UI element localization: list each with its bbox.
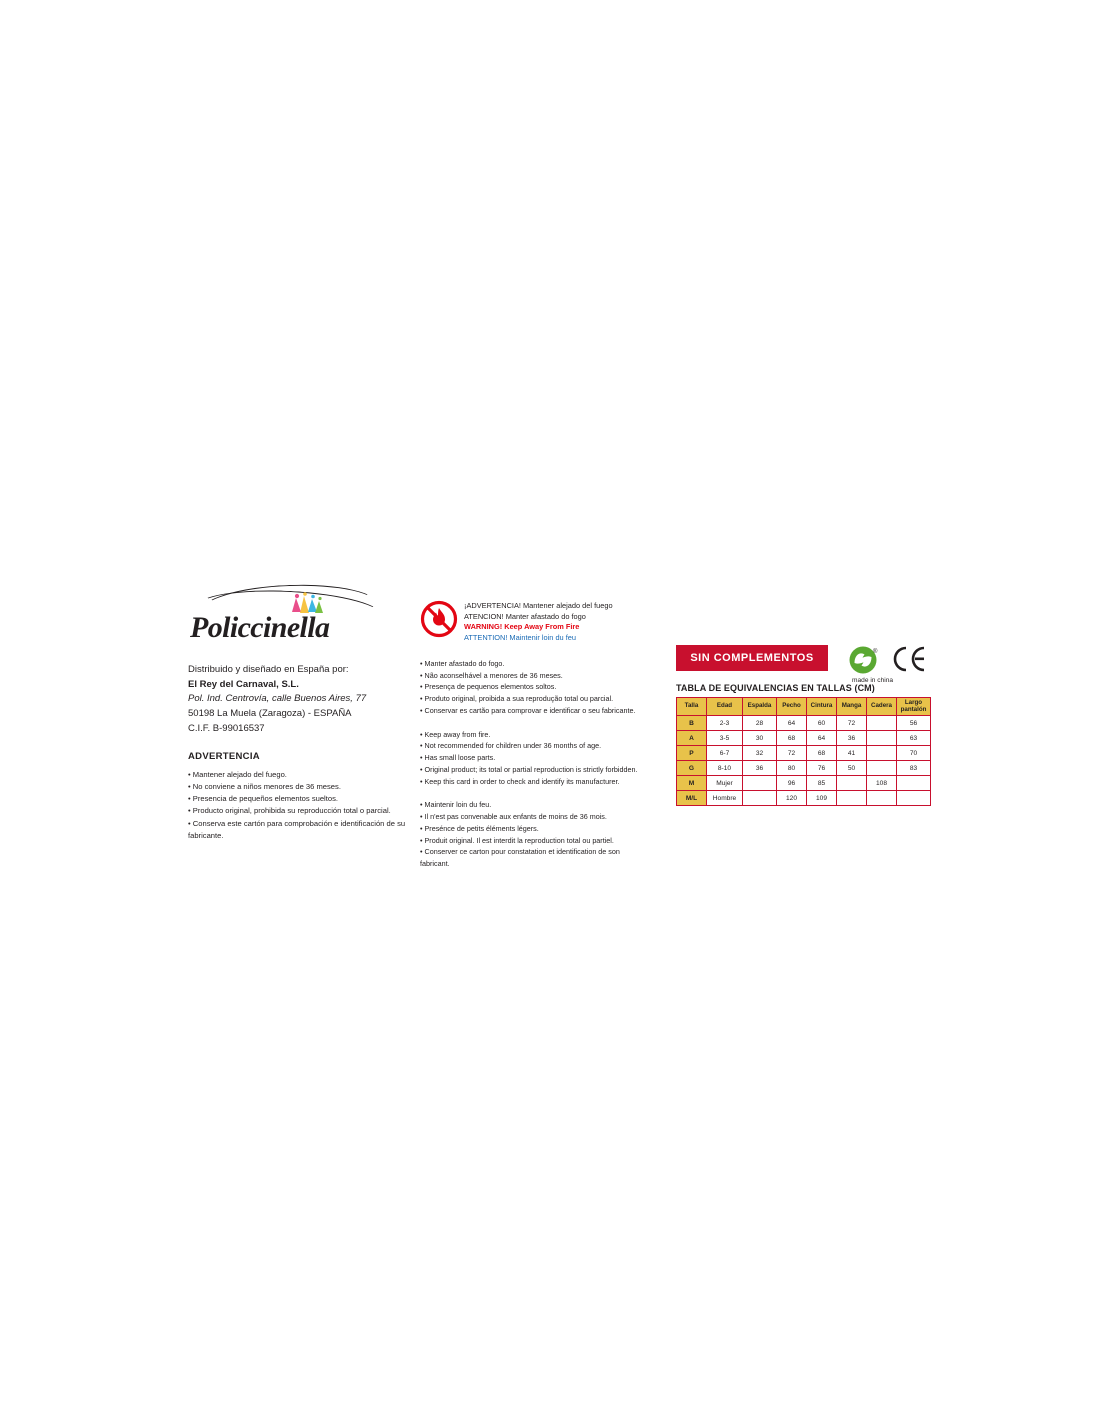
- cell: [837, 776, 867, 791]
- column-header: Pecho: [777, 698, 807, 716]
- table-header-row: [677, 698, 931, 716]
- cell: 30: [743, 731, 777, 746]
- column-header: Talla: [677, 698, 707, 716]
- cell: [837, 791, 867, 806]
- column-header: Largo pantalón: [897, 698, 931, 716]
- list-item: • Mantener alejado del fuego.: [188, 769, 287, 779]
- list-item: • Produit original. Il est interdit la reproduction total ou partiel.: [420, 835, 614, 845]
- size-table-title: TABLA DE EQUIVALENCIAS EN TALLAS (CM): [676, 683, 875, 693]
- headline-fr: ATTENTION! Maintenir loin du feu: [464, 632, 576, 642]
- table-row: [677, 761, 931, 776]
- cell: [867, 746, 897, 761]
- table-row: [677, 716, 931, 731]
- cell: 83: [897, 761, 931, 776]
- column-header: Cadera: [867, 698, 897, 716]
- cell: 109: [807, 791, 837, 806]
- cell-size: M/L: [677, 791, 707, 806]
- cell: 56: [897, 716, 931, 731]
- table-row: [677, 791, 931, 806]
- cell-size: B: [677, 716, 707, 731]
- made-in-label: made in china: [852, 677, 894, 684]
- list-item: • Has small loose parts.: [420, 753, 496, 763]
- list-item: • Original product; its total or partial reproduction is strictly forbidden.: [420, 764, 638, 774]
- no-accessories-banner: SIN COMPLEMENTOS: [676, 645, 828, 671]
- distributed-by-label: Distribuido y diseñado en España por:: [188, 664, 349, 675]
- multilingual-warning-block: [420, 600, 650, 870]
- column-header: Cintura: [807, 698, 837, 716]
- table-row: [677, 746, 931, 761]
- list-item: • Produto original, proibida a sua reprodução total ou parcial.: [420, 694, 614, 704]
- list-item: • Conserver ce carton pour constatation et identification de son fabricant.: [420, 847, 620, 869]
- list-item: • Não aconselhável a menores de 36 meses.: [420, 670, 563, 680]
- brand-and-warning-block: [188, 585, 438, 842]
- cell: 64: [807, 731, 837, 746]
- cell: 36: [837, 731, 867, 746]
- cell: [867, 791, 897, 806]
- cell: 72: [837, 716, 867, 731]
- address-line-1: Pol. Ind. Centrovía, calle Buenos Aires, 77: [188, 693, 367, 705]
- portuguese-warning-list: [420, 658, 650, 717]
- green-point-icon: [848, 645, 878, 675]
- cell-size: P: [677, 746, 707, 761]
- size-equivalence-table: [676, 697, 931, 806]
- column-header: Espalda: [743, 698, 777, 716]
- distributor-address: [188, 663, 438, 737]
- headline-pt: ATENCION! Manter afastado do fogo: [464, 611, 586, 621]
- cell: [743, 776, 777, 791]
- brand-logo: [190, 585, 385, 653]
- svg-text:®: ®: [873, 649, 878, 655]
- cell: 120: [777, 791, 807, 806]
- cell-size: A: [677, 731, 707, 746]
- cell: 64: [777, 716, 807, 731]
- list-item: • Manter afastado do fogo.: [420, 659, 505, 668]
- cell: 108: [867, 776, 897, 791]
- address-line-2: 50198 La Muela (Zaragoza) - ESPAÑA: [188, 708, 352, 720]
- list-item: • Producto original, prohibida su reproducción total o parcial.: [188, 806, 391, 816]
- cell: Mujer: [707, 776, 743, 791]
- french-warning-list: [420, 799, 650, 869]
- cif-number: C.I.F. B-99016537: [188, 722, 265, 734]
- list-item: • Presença de pequenos elementos soltos.: [420, 682, 557, 692]
- column-header: Manga: [837, 698, 867, 716]
- cell: 50: [837, 761, 867, 776]
- list-item: • Il n'est pas convenable aux enfants de moins de 36 mois.: [420, 812, 607, 822]
- headline-es: ¡ADVERTENCIA! Mantener alejado del fuego: [464, 601, 613, 610]
- cell: 70: [897, 746, 931, 761]
- cell: 80: [777, 761, 807, 776]
- english-warning-list: [420, 729, 650, 788]
- cell: [867, 716, 897, 731]
- cell-size: M: [677, 776, 707, 791]
- table-row: [677, 731, 931, 746]
- list-item: • Not recommended for children under 36 months of age.: [420, 741, 602, 751]
- no-fire-icon: [420, 600, 458, 638]
- warning-header: [420, 600, 650, 646]
- cell: [897, 791, 931, 806]
- cell: 96: [777, 776, 807, 791]
- cell: 68: [807, 746, 837, 761]
- list-item: • Maintenir loin du feu.: [420, 800, 492, 810]
- cell: 68: [777, 731, 807, 746]
- certification-badges: [848, 643, 948, 695]
- cell: 72: [777, 746, 807, 761]
- list-item: • No conviene a niños menores de 36 meses.: [188, 781, 341, 791]
- cell: 85: [807, 776, 837, 791]
- list-item: • Conservar es cartão para comprovar e identificar o seu fabricante.: [420, 705, 636, 715]
- column-header: Edad: [707, 698, 743, 716]
- company-name: El Rey del Carnaval, S.L.: [188, 678, 299, 690]
- cell: [743, 791, 777, 806]
- cell: 28: [743, 716, 777, 731]
- cell: [897, 776, 931, 791]
- brand-name: Policcinella: [190, 611, 330, 644]
- cell: Hombre: [707, 791, 743, 806]
- cell: 63: [897, 731, 931, 746]
- list-item: • Keep away from fire.: [420, 729, 491, 739]
- cell: 36: [743, 761, 777, 776]
- warning-heading: ADVERTENCIA: [188, 750, 260, 762]
- spanish-warning-list: [188, 769, 438, 843]
- ce-mark-icon: [890, 644, 928, 674]
- cell: 32: [743, 746, 777, 761]
- cell: 3-5: [707, 731, 743, 746]
- list-item: • Presencia de pequeños elementos sueltos.: [188, 794, 338, 804]
- list-item: • Presénce de petits éléments légers.: [420, 823, 539, 833]
- headline-en: WARNING! Keep Away From Fire: [464, 622, 580, 632]
- cell: 76: [807, 761, 837, 776]
- cell: 41: [837, 746, 867, 761]
- cell-size: G: [677, 761, 707, 776]
- list-item: • Keep this card in order to check and identify its manufacturer.: [420, 776, 620, 786]
- size-table-block: [676, 645, 946, 806]
- warning-headline: [464, 601, 613, 643]
- cell: 2-3: [707, 716, 743, 731]
- table-row: [677, 776, 931, 791]
- list-item: • Conserva este cartón para comprobación e identificación de su fabricante.: [188, 818, 406, 841]
- cell: [867, 761, 897, 776]
- cell: [867, 731, 897, 746]
- cell: 8-10: [707, 761, 743, 776]
- cell: 60: [807, 716, 837, 731]
- cell: 6-7: [707, 746, 743, 761]
